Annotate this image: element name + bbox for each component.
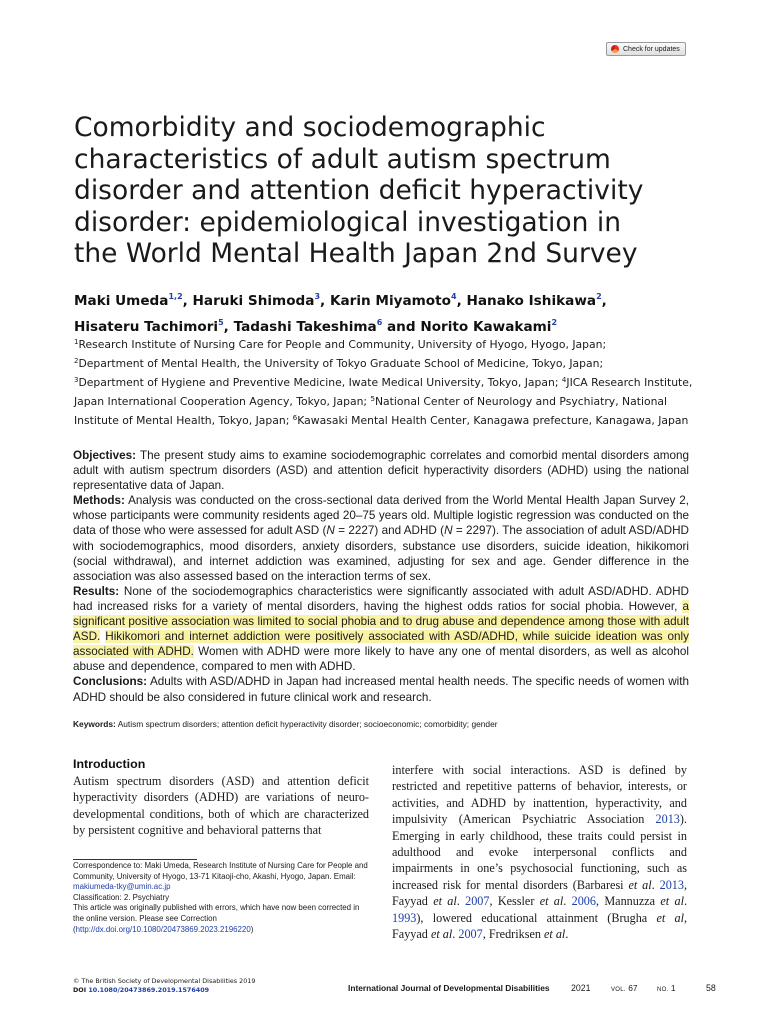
body-text: , Kessler: [489, 894, 540, 909]
title-line: characteristics of adult autism spectrum: [74, 143, 611, 175]
intro-paragraph: Autism spectrum disorders (ASD) and attention deficit hyperactivity disorders (ADHD) are variations of neuro-developmental conditions, both of which are characterized by persistent cognitive and behavioral patterns that: [73, 774, 369, 838]
affiliation-text: Department of Mental Health, the University of Tokyo Graduate School of Medicine, Tokyo, Japan;: [78, 357, 604, 370]
intro-left-column: [73, 757, 369, 839]
check-for-updates-label: Check for updates: [623, 45, 680, 53]
affiliation-number: 1: [74, 338, 79, 346]
citation-link[interactable]: 2007: [465, 894, 490, 909]
intro-right-column: [392, 762, 687, 942]
body-text: , Fayyad: [392, 877, 688, 909]
classification-note: Classification: 2. Psychiatry: [73, 892, 170, 902]
citation-link[interactable]: 2013: [655, 812, 680, 827]
results-label: Results:: [73, 584, 120, 598]
footnote-divider: [73, 859, 197, 860]
body-text: .: [563, 894, 572, 909]
author-affiliation-ref[interactable]: 2: [551, 318, 558, 327]
author-name: Maki Umeda: [74, 293, 169, 309]
sample-size-symbol: N: [444, 524, 453, 538]
affiliation-number: 2: [74, 357, 79, 365]
body-text: .: [651, 877, 660, 892]
journal-volume: [611, 983, 638, 993]
abstract-conclusions: [73, 674, 689, 704]
methods-text: = 2227) and ADHD (: [334, 524, 445, 538]
article-title: [74, 112, 714, 270]
et-al: et al: [430, 927, 453, 942]
body-text: , Mannuzza: [595, 894, 661, 909]
results-text: Women with ADHD were more likely to have any one of mental disorders, as well as alcohol abuse and dependence, compared to men with ADHD.: [73, 645, 690, 674]
abstract-methods: [73, 493, 689, 584]
author-affiliation-ref[interactable]: 2: [596, 292, 602, 301]
body-text: .: [565, 927, 569, 942]
author-name: Hanako Ishikawa: [466, 293, 597, 309]
author-separator: ,: [456, 293, 467, 309]
conclusions-label: Conclusions:: [73, 675, 148, 689]
affiliation-text: Department of Hygiene and Preventive Medicine, Iwate Medical University, Tokyo, Japan;: [78, 376, 562, 389]
keywords: [73, 719, 689, 729]
title-line: Comorbidity and sociodemographic: [74, 112, 546, 143]
abstract-objectives: [73, 448, 689, 493]
author-name: Haruki Shimoda: [192, 293, 315, 309]
highlighted-text[interactable]: Hikikomori and internet addiction were positively associated with ASD/ADHD, while suicide ideation was only associated with ADHD.: [73, 630, 690, 659]
volume-label: VOL.: [611, 987, 626, 993]
section-heading-introduction: Introduction: [73, 757, 146, 771]
author-separator: ,: [182, 293, 193, 309]
citation-link[interactable]: 2013: [659, 877, 684, 892]
journal-year: 2021: [571, 983, 591, 993]
body-text: , Fayyad: [392, 910, 688, 942]
et-al: et al: [628, 877, 652, 892]
issue-number: 1: [670, 983, 676, 993]
doi-link[interactable]: 10.1080/20473869.2019.1576409: [88, 986, 210, 994]
objectives-text: The present study aims to examine sociodemographic correlates and comorbid mental disorders among adult with autism spectrum disorders (ASD) and attention deficit hyperactivity disorders (ADHD) using the national representative data of Japan.: [73, 449, 689, 493]
author-list: [74, 286, 694, 338]
sample-size-symbol: N: [326, 524, 335, 538]
affiliation-number: 4: [561, 376, 567, 384]
society-copyright: © The British Society of Developmental Disabilities 2019: [73, 977, 256, 985]
author-separator: ,: [320, 293, 330, 309]
body-text: .: [452, 927, 459, 942]
methods-text: = 2297). The association of adult ASD/ADHD with sociodemographics, mood disorders, anxiety disorders, substance use disorders, suicide ideation, hikikomori (social withdrawal), and internet addiction was examined, adjusting for sex and age. Gender difference in the association was also assessed based on the interaction terms of sex.: [73, 524, 690, 583]
correspondence-text: Correspondence to: Maki Umeda, Research Institute of Nursing Care for People and Community, University of Hyogo, 13-71 Kitaoji-cho, Akashi, Hyogo, Japan. Email:: [73, 861, 368, 881]
keywords-label: Keywords:: [73, 719, 116, 729]
author-name: Hisateru Tachimori: [74, 319, 219, 335]
citation-link[interactable]: 2006: [571, 894, 596, 909]
body-text: ). Emerging in early childhood, these traits could persist in adulthood and evoke interpersonal conflicts and impairments in one’s psychosocial functioning, such as increased risk for mental disorders (Barbaresi: [392, 812, 687, 892]
title-line: disorder: epidemiological investigation in: [74, 206, 622, 238]
body-text: .: [683, 894, 688, 909]
author-name: Karin Miyamoto: [329, 293, 451, 309]
affiliation-number: 3: [74, 376, 79, 384]
author-affiliation-ref[interactable]: 6: [376, 318, 383, 327]
erratum-text: This article was originally published with errors, which have now been corrected in the online version. Please see Correction (: [73, 903, 360, 934]
doi-label: DOI: [73, 986, 89, 994]
author-affiliation-ref[interactable]: 1,2: [168, 292, 183, 301]
affiliation-text: Kawasaki Mental Health Center, Kanagawa prefecture, Kanagawa, Japan: [297, 414, 689, 427]
email-link[interactable]: makiumeda-tky@umin.ac.jp: [73, 882, 171, 892]
author-separator: ,: [601, 293, 607, 309]
et-al: et al: [433, 894, 457, 909]
author-name: Tadashi Takeshima: [233, 319, 377, 335]
objectives-label: Objectives:: [73, 449, 137, 462]
title-line: disorder and attention deficit hyperactivity: [74, 175, 644, 206]
footer-copyright: [73, 977, 255, 995]
body-text: ), lowered educational attainment (Brugha: [416, 910, 657, 925]
body-text: interfere with social interactions. ASD is defined by restricted and repetitive patterns of behavior, interests, or activities, and ADHD by inattention, hyperactivity, and impulsivity (American Psychiatric Association: [392, 763, 687, 827]
affiliation-text: Research Institute of Nursing Care for People and Community, University of Hyogo, Hyogo, Japan;: [78, 338, 607, 351]
keywords-text: Autism spectrum disorders; attention deficit hyperactivity disorder; socioeconomic; comorbidity; gender: [115, 719, 498, 729]
author-affiliation-ref[interactable]: 5: [218, 318, 224, 327]
doi-line: [73, 986, 255, 995]
et-al: et al: [660, 894, 684, 909]
journal-issue: [657, 983, 676, 993]
body-text: .: [456, 894, 466, 909]
conclusions-text: Adults with ASD/ADHD in Japan had increased mental health needs. The specific needs of women with ADHD should be also considered in future clinical work and research.: [73, 675, 689, 704]
correspondence-note: [73, 861, 369, 893]
author-separator: ,: [223, 319, 234, 335]
methods-label: Methods:: [73, 494, 125, 508]
methods-text: Analysis was conducted on the cross-sectional data derived from the World Mental Health Japan Survey 2, whose participants were community residents aged 20–75 years old. Multiple logistic regression was conducted on the data of those who were assessed for adult ASD (: [73, 494, 689, 538]
abstract-results: [73, 584, 689, 675]
intro-paragraph-continued: [392, 762, 687, 942]
citation-link[interactable]: 2007: [458, 927, 483, 942]
page-number: 58: [706, 983, 716, 993]
footnote: [73, 861, 369, 935]
volume-number: 67: [628, 983, 638, 993]
author-affiliation-ref[interactable]: 4: [450, 292, 457, 301]
crossmark-icon: [611, 45, 619, 53]
affiliation-text: JICA Research Institute, Japan International Cooperation Agency, Tokyo, Japan;: [74, 376, 693, 408]
journal-name: International Journal of Developmental Disabilities: [348, 983, 550, 993]
abstract: [73, 448, 689, 705]
author-affiliation-ref[interactable]: 3: [314, 292, 321, 301]
et-al: et al: [656, 910, 684, 925]
et-al: et al: [544, 927, 566, 942]
erratum-note: [73, 903, 369, 935]
issue-label: NO.: [657, 987, 669, 993]
author-separator: and: [382, 319, 421, 335]
title-line: the World Mental Health Japan 2nd Survey: [74, 238, 638, 269]
erratum-text: ): [250, 924, 254, 934]
results-text: None of the sociodemographics characteristics were significantly associated with adult ASD/ADHD. ADHD had increased risks for a variety of mental disorders, having the highest odds ratios for social phobia. However,: [73, 584, 689, 613]
affiliations: [74, 334, 694, 429]
affiliation-text: National Center of Neurology and Psychiatry, National Institute of Mental Health, Tokyo, Japan;: [74, 395, 668, 427]
affiliation-number: 5: [370, 395, 375, 403]
author-name: Norito Kawakami: [420, 319, 552, 335]
highlighted-text[interactable]: a significant positive association was limited to social phobia and to drug abuse and dependence among those with adult ASD.: [73, 599, 689, 644]
citation-link[interactable]: 1993: [392, 910, 417, 925]
affiliation-number: 6: [292, 414, 298, 422]
correction-link[interactable]: http://dx.doi.org/10.1080/20473869.2023.2196220: [75, 924, 251, 934]
check-for-updates-button[interactable]: [606, 42, 686, 56]
body-text: , Fredriksen: [482, 927, 544, 942]
et-al: et al: [539, 894, 564, 909]
